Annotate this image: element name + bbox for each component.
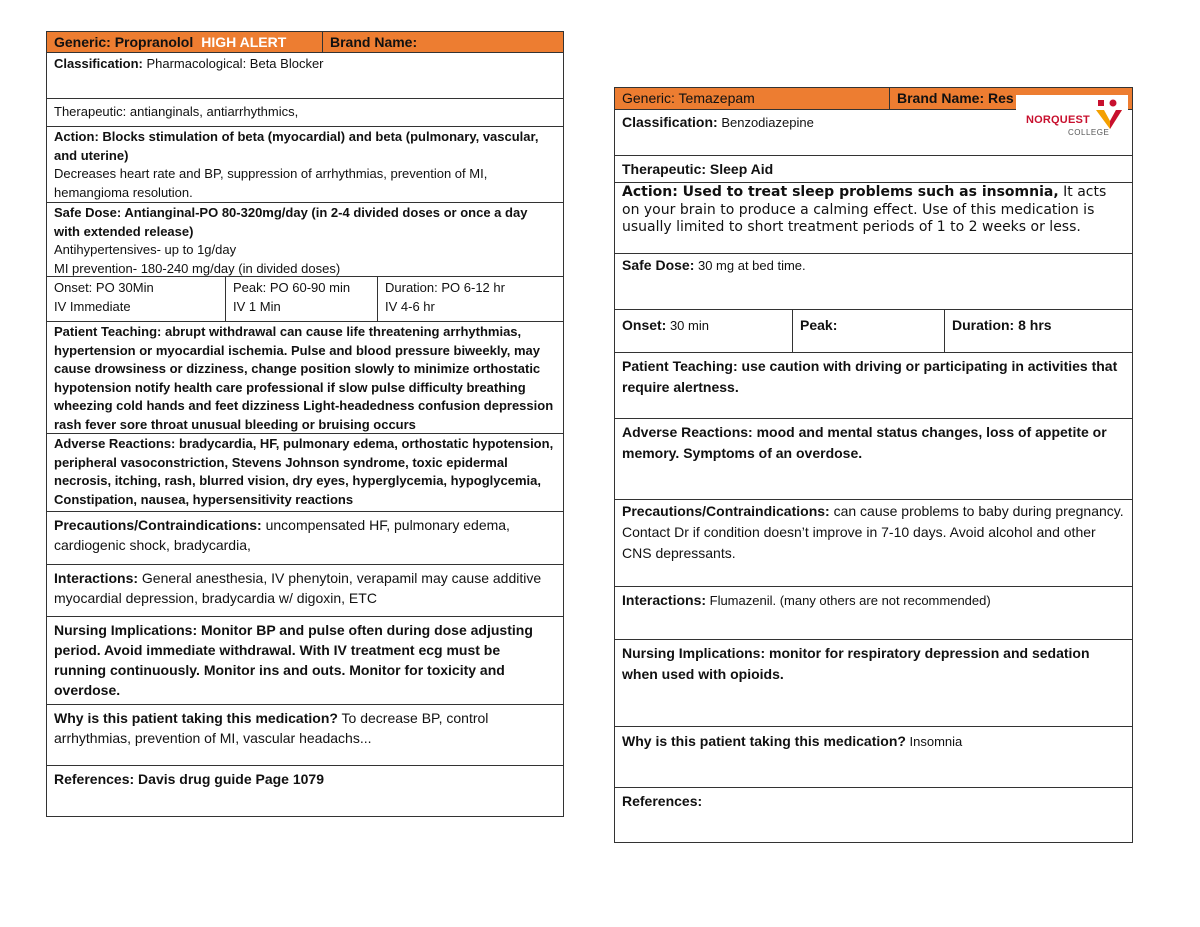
patient-teaching-section [47, 322, 563, 434]
action-label: Action: Used to treat sleep problems such as insomnia, [622, 184, 1059, 200]
action-section [615, 183, 1132, 254]
safe-dose-section [615, 254, 1132, 310]
onset-line-2: IV Immediate [54, 298, 131, 314]
precautions-label: Precautions/Contraindications: [54, 517, 262, 533]
peak-line-1: Peak: PO 60-90 min [233, 280, 351, 295]
onset-line-1: Onset: PO 30Min [54, 280, 154, 295]
precautions-value: uncompensated HF, pulmonary edema, cardiogenic shock, bradycardia, [54, 517, 510, 553]
generic-name: Generic: Propranolol [54, 34, 194, 50]
precautions-section [47, 512, 563, 565]
references-text: References: Davis drug guide Page 1079 [54, 771, 324, 787]
action-label: Action: Blocks stimulation of beta (myocardial) and beta (pulmonary, vascular, and uterine) [54, 129, 539, 163]
duration-cell [377, 277, 563, 321]
onset-cell [615, 310, 792, 352]
interactions-value: Flumazenil. (many others are not recommended) [706, 593, 991, 608]
interactions-section [47, 565, 563, 617]
therapeutic-label: Therapeutic: [54, 104, 127, 119]
references-section [47, 766, 563, 816]
interactions-section [615, 587, 1132, 640]
brand-name-cell [322, 32, 563, 52]
why-taking-value: To decrease BP, control arrhythmias, prevention of MI, vascular headachs... [54, 710, 489, 746]
nursing-implications-section [615, 640, 1132, 727]
references-section [615, 788, 1132, 813]
temazepam-drug-card [614, 87, 1133, 843]
action-section [47, 127, 563, 203]
why-taking-label: Why is this patient taking this medication? [54, 710, 338, 726]
peak-line-2: IV 1 Min [233, 298, 281, 314]
classification-value: Benzodiazepine [717, 115, 814, 130]
adverse-reactions-text: Adverse Reactions: bradycardia, HF, pulmonary edema, orthostatic hypotension, peripheral vasoconstriction, Stevens Johnson syndrome, toxic epidermal necrosis, itching, rash, blurred vision, dry eyes, hyperglycemia, hypoglycemia, Constipation, nausea, hypersensitivity reactions [54, 436, 554, 507]
patient-teaching-section [615, 353, 1132, 419]
nursing-implications-text: Nursing Implications: Monitor BP and pulse often during dose adjusting period. Avoid immediate withdrawal. With IV treatment ecg must be running continuously. Monitor ins and outs. Monitor for toxicity and overdose. [54, 622, 533, 698]
therapeutic-section [47, 99, 563, 127]
norquest-college-logo [1016, 95, 1128, 143]
interactions-value: General anesthesia, IV phenytoin, verapamil may cause additive myocardial depression, bradycardia w/ digoxin, ETC [54, 570, 542, 606]
brand-name: Brand Name: [330, 34, 418, 50]
peak-label: Peak: [800, 317, 838, 333]
classification-label: Classification: [622, 114, 718, 130]
safe-dose-value: 30 mg at bed time. [694, 258, 806, 273]
interactions-label: Interactions: [622, 592, 707, 608]
propranolol-drug-card [46, 31, 564, 817]
peak-cell [225, 277, 377, 321]
logo-text: NORQUEST [1026, 114, 1090, 126]
adverse-reactions-section [615, 419, 1132, 500]
therapeutic-text: Therapeutic: Sleep Aid [622, 161, 774, 177]
why-taking-label: Why is this patient taking this medication? [622, 733, 906, 749]
action-value: It acts on your brain to produce a calming effect. Use of this medication is usually limited to short treatment periods of 1 to 2 weeks or less. [622, 184, 1107, 235]
therapeutic-section [615, 156, 1132, 183]
precautions-section [615, 500, 1132, 587]
precautions-label: Precautions/Contraindications: [622, 503, 830, 519]
interactions-label: Interactions: [54, 570, 139, 586]
why-taking-section [615, 727, 1132, 788]
timing-section [615, 310, 1132, 353]
references-text: References: [622, 793, 703, 809]
why-taking-value: Insomnia [905, 734, 963, 749]
duration-label: Duration: 8 hrs [952, 317, 1052, 333]
safe-dose-line-2: Antihypertensives- up to 1g/day [54, 242, 237, 257]
precautions-value: can cause problems to baby during pregnancy. Contact Dr if condition doesn’t improve in 7-10 days. Avoid alcohol and other CNS depressants. [622, 503, 1124, 561]
safe-dose-section [47, 203, 563, 277]
safe-dose-label: Safe Dose: Antianginal-PO 80-320mg/day (in 2-4 divided doses or once a day with extended release) [54, 205, 528, 239]
brand-name: Brand Name: Res [897, 90, 1014, 106]
nursing-implications-text: Nursing Implications: monitor for respiratory depression and sedation when used with opioids. [622, 645, 1090, 682]
safe-dose-line-3: MI prevention- 180-240 mg/day (in divided doses) [54, 260, 341, 276]
duration-line-2: IV 4-6 hr [385, 298, 435, 314]
onset-cell [47, 277, 225, 321]
generic-name: Generic: Temazepam [622, 90, 755, 106]
adverse-reactions-section [47, 434, 563, 512]
classification-value: Pharmacological: Beta Blocker [142, 56, 324, 71]
generic-name-cell [47, 32, 322, 52]
high-alert-label: HIGH ALERT [201, 34, 287, 50]
patient-teaching-text: Patient Teaching: use caution with driving or participating in activities that require alertness. [622, 358, 1118, 395]
drug-header [47, 32, 563, 53]
why-taking-section [47, 705, 563, 766]
patient-teaching-text: Patient Teaching: abrupt withdrawal can cause life threatening arrhythmias, hypertension or myocardial ischemia. Pulse and blood pressure biweekly, may cause drowsiness or dizziness, change position slowly to minimize orthostatic hypotension notify health care professional if slow pulse difficulty breathing wheezing cold hands and feet dizziness Light-headedness confusion depression rash fever sore throat unusual bleeding or bruising occurs [54, 324, 554, 432]
classification-section [47, 53, 563, 99]
onset-value: 30 min [666, 318, 709, 333]
duration-line-1: Duration: PO 6-12 hr [385, 280, 505, 295]
logo-subtext: COLLEGE [1068, 128, 1110, 137]
timing-section [47, 277, 563, 322]
onset-label: Onset: [622, 317, 667, 333]
action-value: Decreases heart rate and BP, suppression of arrhythmias, prevention of MI, hemangioma resolution. [54, 166, 488, 200]
safe-dose-label: Safe Dose: [622, 257, 695, 273]
therapeutic-value: antianginals, antiarrhythmics, [126, 104, 299, 119]
classification-label: Classification: [54, 56, 143, 71]
peak-cell [792, 310, 944, 352]
generic-name-cell [615, 88, 889, 109]
adverse-reactions-text: Adverse Reactions: mood and mental status changes, loss of appetite or memory. Symptoms of an overdose. [622, 424, 1107, 461]
nursing-implications-section [47, 617, 563, 705]
duration-cell [944, 310, 1132, 352]
